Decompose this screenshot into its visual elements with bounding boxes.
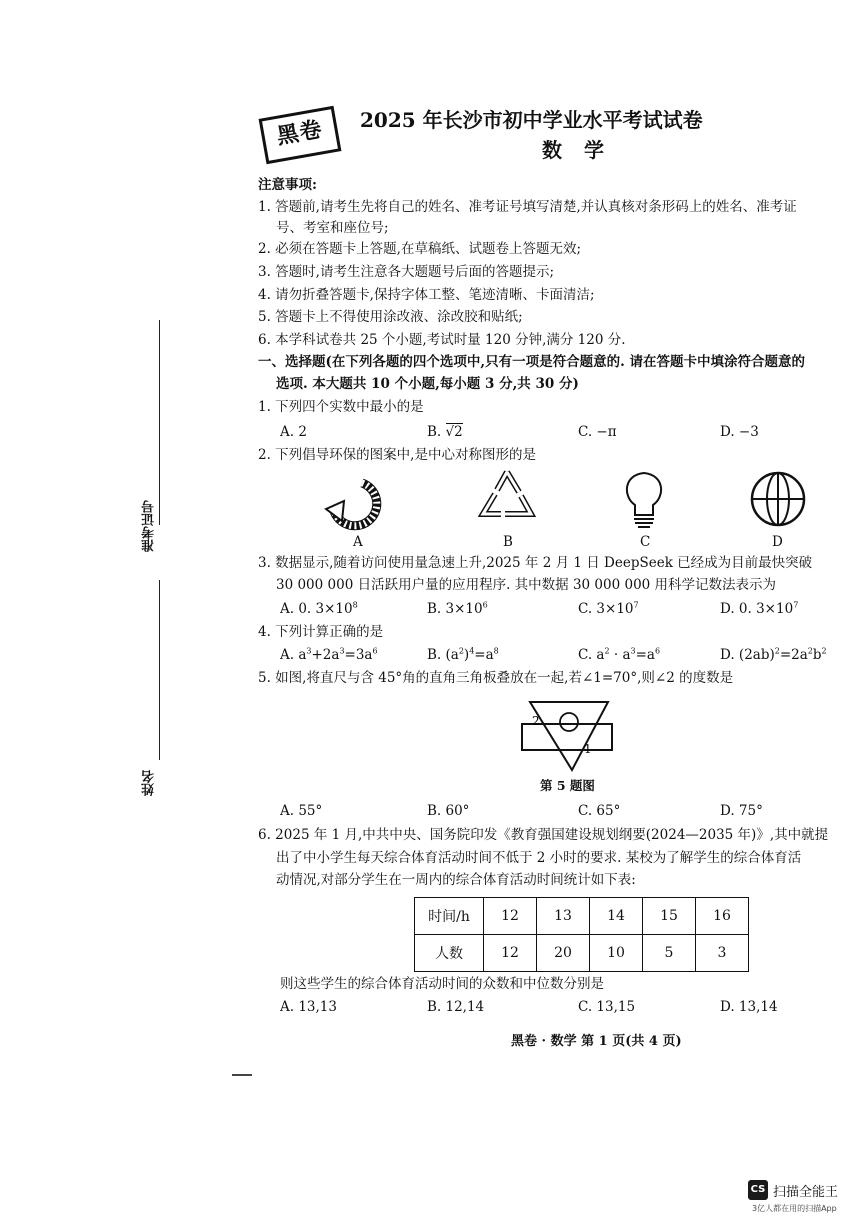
recycle-arrow-icon (322, 471, 392, 533)
table-cell: 12 (484, 898, 537, 935)
q3-stem-line1: 3. 数据显示,随着访问使用量急速上升,2025 年 2 月 1 日 DeepSeek 已经成为目前最快突破 (258, 555, 813, 571)
q3-option-b: B. $3\times 10^6$ (427, 600, 488, 617)
side-line-name (159, 580, 160, 760)
q4-option-b: B. $(a^2)^4=a^8$ (427, 646, 499, 663)
recycle-triangle-icon (475, 466, 539, 526)
scan-mark (232, 1074, 252, 1076)
exam-subject: 数学 (542, 138, 626, 162)
q4-option-d: D. $(2ab)^2=2a^2b^2$ (720, 646, 827, 663)
notice-item: 1. 答题前,请考生先将自己的姓名、准考证号填写清楚,并认真核对条形码上的姓名、准考证 (258, 199, 797, 215)
q6-question: 则这些学生的综合体育活动时间的众数和中位数分别是 (280, 976, 604, 992)
table-row (415, 935, 749, 972)
table-cell: 13 (537, 898, 590, 935)
q4-stem: 4. 下列计算正确的是 (258, 624, 384, 640)
q2-stem: 2. 下列倡导环保的图案中,是中心对称图形的是 (258, 447, 536, 463)
q1-stem: 1. 下列四个实数中最小的是 (258, 399, 424, 415)
camscanner-logo-icon: CS (748, 1180, 768, 1200)
q2-label-d: D (772, 534, 783, 550)
table-row (415, 898, 749, 935)
camscanner-name: 扫描全能王 (773, 1185, 839, 1200)
q3-option-a: A. 0. $3\times 10^8$ (280, 600, 358, 617)
q1-option-c: C. −π (578, 424, 617, 440)
q4-option-a: A. $a^3+2a^3=3a^6$ (280, 646, 378, 663)
table-cell: 12 (484, 935, 537, 972)
exam-title: 2025 年长沙市初中学业水平考试试卷 (360, 108, 703, 132)
section-heading-cont: 选项. 本大题共 10 个小题,每小题 3 分,共 30 分) (276, 376, 579, 392)
q6-option-b: B. 12,14 (427, 999, 485, 1015)
q6-option-c: C. 13,15 (578, 999, 636, 1015)
table-cell: 10 (590, 935, 643, 972)
notice-heading: 注意事项: (258, 177, 317, 193)
table-cell: 20 (537, 935, 590, 972)
page-footer: 黑卷 · 数学 第 1 页(共 4 页) (511, 1034, 682, 1049)
table-cell: 14 (590, 898, 643, 935)
ruler-triangle-figure (518, 692, 616, 774)
q3-stem-line2: 30 000 000 日活跃用户量的应用程序. 其中数据 30 000 000 用科学记数法表示为 (276, 577, 777, 593)
table-cell: 15 (643, 898, 696, 935)
q6-stem-line3: 动情况,对部分学生在一周内的综合体育活动时间统计如下表: (276, 872, 636, 888)
side-label-exam-no: 准考证号 (142, 500, 157, 552)
q1-option-d: D. −3 (720, 424, 759, 440)
notice-item: 2. 必须在答题卡上答题,在草稿纸、试题卷上答题无效; (258, 241, 582, 257)
activity-time-table (414, 897, 749, 972)
side-line-exam-no (159, 320, 160, 525)
black-paper-stamp: 黑卷 (259, 106, 342, 164)
notice-item: 3. 答题时,请考生注意各大题题号后面的答题提示; (258, 264, 555, 280)
q6-stem-line2: 出了中小学生每天综合体育活动时间不低于 2 小时的要求. 某校为了解学生的综合体育活 (276, 850, 802, 866)
table-cell: 5 (643, 935, 696, 972)
table-cell: 时间/h (415, 898, 484, 935)
angle-2-label: 2 (532, 714, 540, 728)
q2-label-b: B (503, 534, 513, 550)
q4-option-c: C. $a^2 \cdot a^3=a^6$ (578, 646, 661, 663)
q6-stem-line1: 6. 2025 年 1 月,中共中央、国务院印发《教育强国建设规划纲要(2024—2035 年)》,其中就提 (258, 827, 829, 843)
q5-option-b: B. 60° (427, 803, 470, 819)
globe-icon (748, 469, 808, 529)
q6-option-d: D. 13,14 (720, 999, 778, 1015)
camscanner-tagline: 3亿人都在用的扫描App (752, 1204, 837, 1213)
table-cell: 3 (696, 935, 749, 972)
q5-stem: 5. 如图,将直尺与含 45°角的直角三角板叠放在一起,若∠1=70°,则∠2 的度数是 (258, 670, 734, 686)
notice-item: 号、考室和座位号; (276, 220, 389, 236)
q5-option-d: D. 75° (720, 803, 763, 819)
side-label-name: 姓名 (142, 770, 157, 796)
notice-item: 6. 本学科试卷共 25 个小题,考试时量 120 分钟,满分 120 分. (258, 332, 626, 348)
q2-label-a: A (353, 534, 363, 550)
light-bulb-icon (621, 467, 667, 531)
q6-option-a: A. 13,13 (280, 999, 337, 1015)
q2-label-c: C (640, 534, 651, 550)
q5-option-c: C. 65° (578, 803, 621, 819)
q1-option-b: B. √2 (427, 424, 463, 440)
q5-option-a: A. 55° (280, 803, 323, 819)
q3-option-d: D. 0. $3\times 10^7$ (720, 600, 799, 617)
notice-item: 5. 答题卡上不得使用涂改液、涂改胶和贴纸; (258, 309, 523, 325)
section-heading: 一、选择题(在下列各题的四个选项中,只有一项是符合题意的. 请在答题卡中填涂符合题意的 (258, 354, 805, 370)
angle-1-label: 1 (584, 742, 592, 756)
q5-figure-caption: 第 5 题图 (540, 778, 595, 793)
notice-item: 4. 请勿折叠答题卡,保持字体工整、笔迹清晰、卡面清洁; (258, 287, 595, 303)
table-cell: 16 (696, 898, 749, 935)
q1-option-a: A. 2 (280, 424, 307, 440)
table-cell: 人数 (415, 935, 484, 972)
q3-option-c: C. $3\times 10^7$ (578, 600, 639, 617)
